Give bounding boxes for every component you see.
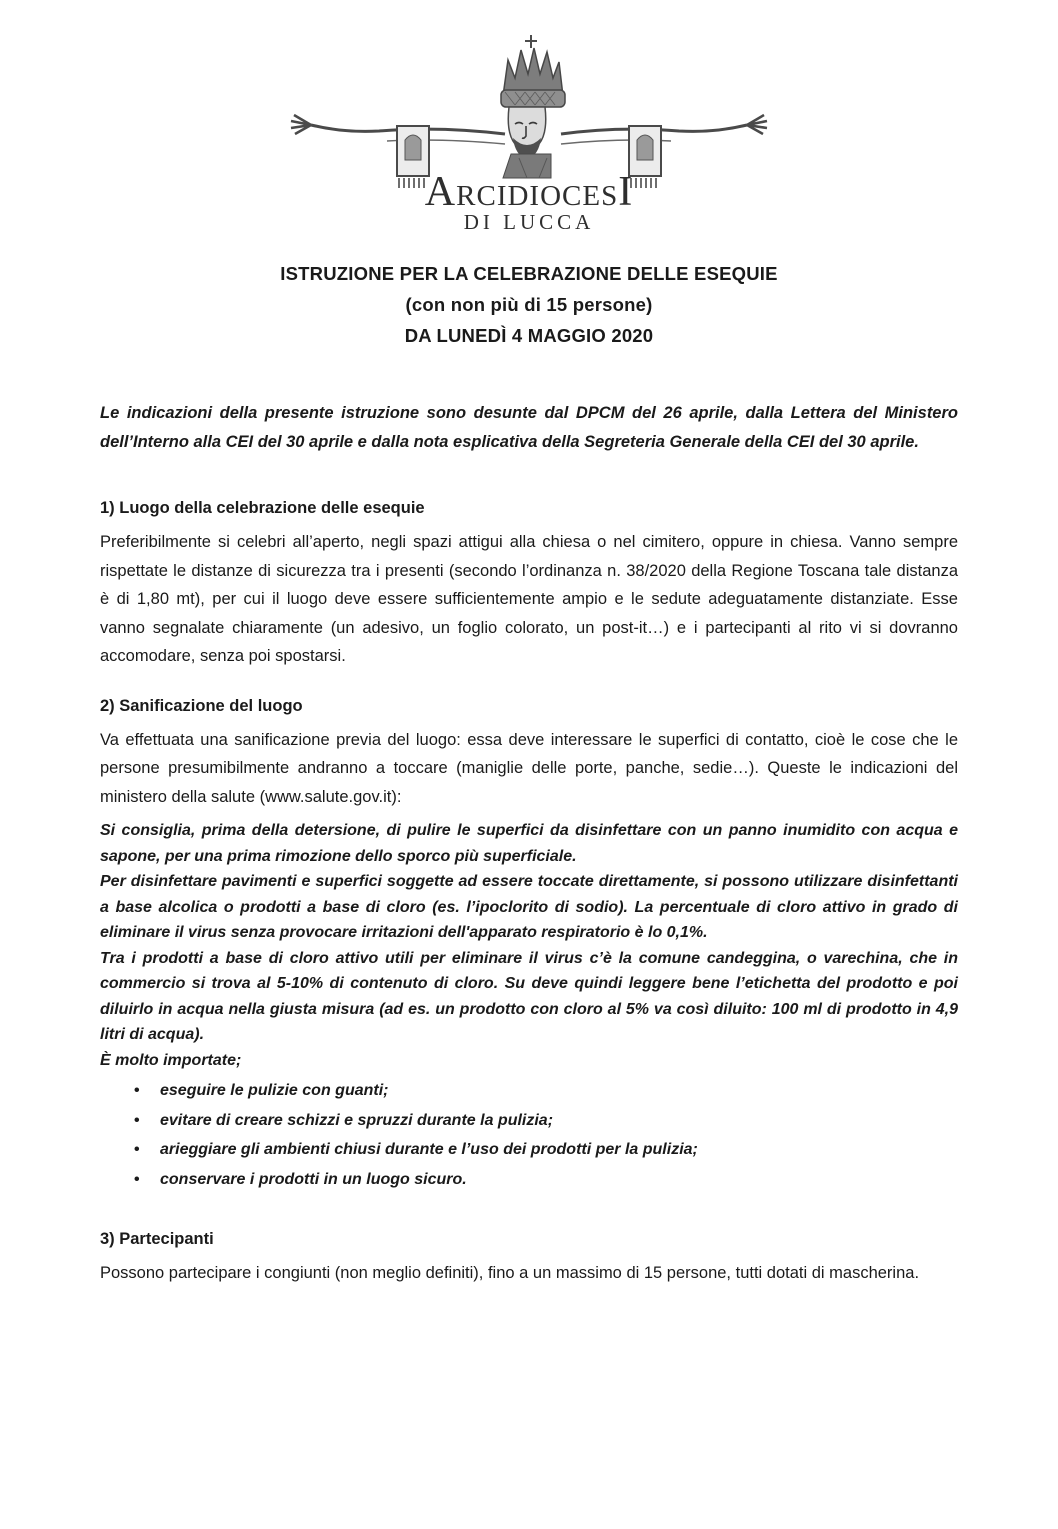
section-3-heading: 3) Partecipanti bbox=[100, 1230, 214, 1248]
quote-paragraph: Tra i prodotti a base di cloro attivo utili per eliminare il virus c’è la comune candeggina, o varechina, che in commercio si trova al 5-10% di contenuto di cloro. Su deve quindi leggere bene l’etichetta del prodotto e poi diluirlo in acqua nella giusta misura (ad es. un prodotto con cloro al 5% va così diluito: 100 ml di prodotto in 4,9 litri di acqua). bbox=[100, 949, 958, 1043]
logo-wordmark: ArcidiocesI bbox=[424, 169, 634, 215]
section-3-paragraph: Possono partecipare i congiunti (non meglio definiti), fino a un massimo di 15 persone, tutti dotati di mascherina. bbox=[100, 1264, 920, 1282]
volto-santo-figure-icon bbox=[259, 32, 799, 232]
section-partecipanti bbox=[100, 1228, 958, 1288]
intro-paragraph: Le indicazioni della presente istruzione sono desunte dal DPCM del 26 aprile, dalla Lettera del Ministero dell’Interno alla CEI del 30 aprile e dalla nota esplicativa della Segreteria Generale della CEI del 30 aprile. bbox=[100, 404, 958, 451]
bullet-text: conservare i prodotti in un luogo sicuro. bbox=[160, 1170, 467, 1188]
title-line-1: ISTRUZIONE PER LA CELEBRAZIONE DELLE ESEQUIE bbox=[280, 263, 778, 284]
section-1-paragraph: Preferibilmente si celebri all’aperto, negli spazi attigui alla chiesa o nel cimitero, oppure in chiesa. Vanno sempre rispettate le distanze di sicurezza tra i presenti (secondo l’ordinanza n. 38/2020 della Regione Toscana tale distanza è di 1,80 mt), per cui il luogo deve essere sufficientemente ampio e le sedute adeguatamente distanziate. Esse vanno segnalate chiaramente (un adesivo, un foglio colorato, un post-it…) e i partecipanti al rito vi si dovranno accomodare, senza poi spostarsi. bbox=[100, 533, 958, 665]
bullet-text: arieggiare gli ambienti chiusi durante e l’uso dei prodotti per la pulizia; bbox=[160, 1141, 698, 1158]
bullet-icon: • bbox=[134, 1082, 140, 1099]
section-2-heading: 2) Sanificazione del luogo bbox=[100, 696, 303, 715]
bullet-item bbox=[100, 1076, 958, 1106]
document-title bbox=[100, 258, 958, 351]
bullet-icon: • bbox=[134, 1170, 140, 1188]
section-1-heading: 1) Luogo della celebrazione delle esequie bbox=[100, 499, 425, 517]
bullet-text: evitare di creare schizzi e spruzzi durante la pulizia; bbox=[160, 1111, 554, 1129]
ministry-guidelines-quote bbox=[100, 818, 958, 1073]
quote-paragraph: Per disinfettare pavimenti e superfici soggette ad essere toccate direttamente, si possono utilizzare disinfettanti a base alcolica o prodotti a base di cloro (es. l’ipoclorito di sodio). La percentuale di cloro attivo in grado di eliminare il virus senza provocare irritazioni dell'apparato respiratorio è lo 0,1%. bbox=[100, 873, 958, 941]
quote-paragraph: Si consiglia, prima della detersione, di pulire le superfici da disinfettare con un panno inumidito con acqua e sapone, per una prima rimozione dello sporco più superficiale. bbox=[100, 822, 958, 865]
cleaning-advice-list bbox=[100, 1076, 958, 1194]
section-luogo-celebrazione bbox=[100, 497, 958, 671]
quote-paragraph: È molto importate; bbox=[100, 1051, 242, 1069]
document-page bbox=[0, 32, 1058, 1529]
section-2-paragraph: Va effettuata una sanificazione previa del luogo: essa deve interessare le superfici di contatto, cioè le cose che le persone presumibilmente andranno a toccare (maniglie delle porte, panche, sedie…). Queste le indicazioni del ministero della salute (www.salute.gov.it): bbox=[100, 730, 958, 806]
archdiocese-logo bbox=[259, 32, 799, 232]
section-sanificazione bbox=[100, 695, 958, 1195]
title-line-3: DA LUNEDÌ 4 MAGGIO 2020 bbox=[404, 325, 654, 346]
bullet-icon: • bbox=[134, 1141, 140, 1158]
bullet-item bbox=[100, 1165, 958, 1195]
bullet-icon: • bbox=[134, 1111, 140, 1129]
bullet-item bbox=[100, 1106, 958, 1136]
bullet-item bbox=[100, 1135, 958, 1165]
title-line-2: (con non più di 15 persone) bbox=[405, 294, 653, 315]
bullet-text: eseguire le pulizie con guanti; bbox=[160, 1082, 389, 1099]
logo-subtitle: DI LUCCA bbox=[463, 210, 595, 232]
